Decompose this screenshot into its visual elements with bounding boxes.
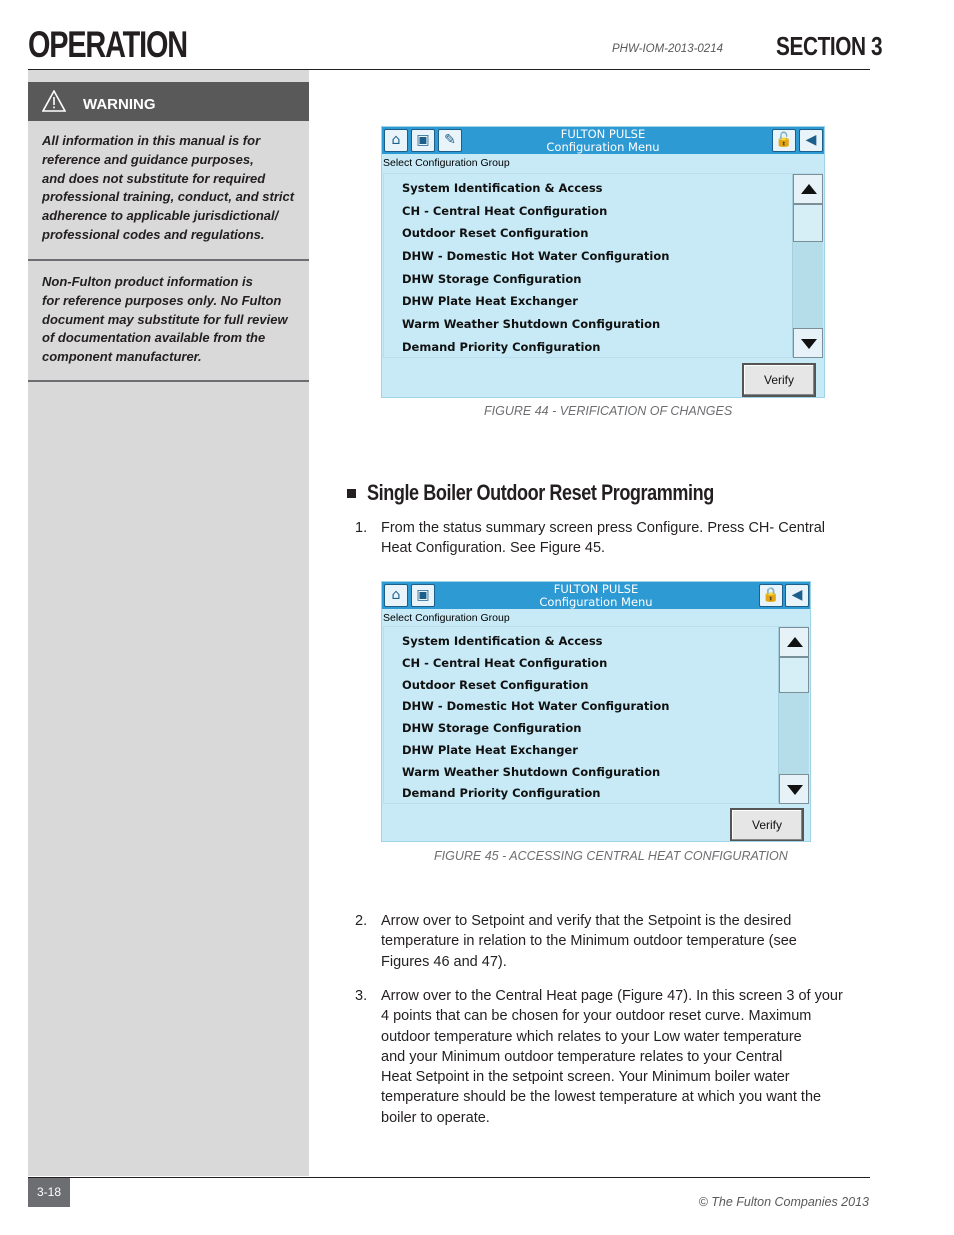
section-subheading: Single Boiler Outdoor Reset Programming: [367, 480, 714, 505]
section-label: SECTION 3: [776, 31, 883, 61]
warning-banner: [28, 82, 309, 121]
lock-icon[interactable]: 🔒: [759, 584, 783, 607]
list-item[interactable]: DHW Plate Heat Exchanger: [402, 294, 578, 308]
list-item[interactable]: Outdoor Reset Configuration: [402, 226, 589, 240]
figure-titlebar: [382, 127, 824, 154]
arrow-up-icon: [801, 184, 817, 194]
footer-divider: [28, 1177, 870, 1178]
scroll-thumb[interactable]: [779, 657, 809, 693]
step-1-text: From the status summary screen press Configure. Press CH- Central Heat Configuration. See Figure 45.: [381, 520, 825, 557]
status-icon[interactable]: ▣: [411, 584, 435, 607]
page-number: 3-18: [28, 1178, 70, 1207]
group-label: Select Configuration Group: [383, 157, 510, 169]
list-item[interactable]: CH - Central Heat Configuration: [402, 656, 608, 670]
scroll-up-button[interactable]: [793, 174, 823, 204]
list-item[interactable]: Warm Weather Shutdown Configuration: [402, 765, 661, 779]
figure-titlebar: [382, 582, 810, 609]
warning-notice-text: All information in this manual is for reference and guidance purposes, and does not substitute for required professional training, conduct, and strict adherence to applicable jurisdictional/ professional codes and regulations.: [42, 133, 295, 242]
step-number: 3.: [355, 988, 368, 1004]
sidebar-divider: [28, 380, 309, 382]
group-label: Select Configuration Group: [383, 612, 510, 624]
config-group-list[interactable]: [383, 626, 809, 804]
list-item[interactable]: DHW Plate Heat Exchanger: [402, 743, 578, 757]
list-item[interactable]: Demand Priority Configuration: [402, 340, 601, 354]
list-item[interactable]: System Identification & Access: [402, 181, 603, 195]
document-id: PHW-IOM-2013-0214: [612, 43, 723, 55]
home-icon[interactable]: ⌂: [384, 584, 408, 607]
figure-45-screenshot: [381, 581, 811, 842]
scroll-down-button[interactable]: [793, 328, 823, 358]
list-item[interactable]: Warm Weather Shutdown Configuration: [402, 317, 661, 331]
list-item[interactable]: DHW - Domestic Hot Water Configuration: [402, 699, 670, 713]
config-group-list[interactable]: [383, 173, 823, 358]
home-icon[interactable]: ⌂: [384, 129, 408, 152]
verify-button[interactable]: Verify: [742, 363, 816, 397]
arrow-up-icon: [787, 637, 803, 647]
arrow-down-icon: [787, 785, 803, 795]
product-notice-text: Non-Fulton product information is for reference purposes only. No Fulton document may substitute for full review of documentation available from the component manufacturer.: [42, 274, 288, 365]
unlock-icon[interactable]: 🔓: [772, 129, 796, 152]
sidebar-divider: [28, 259, 309, 261]
scroll-up-button[interactable]: [779, 627, 809, 657]
status-icon[interactable]: ▣: [411, 129, 435, 152]
scrollbar[interactable]: [792, 174, 822, 357]
figure-44-caption: FIGURE 44 - VERIFICATION OF CHANGES: [484, 404, 733, 418]
step-number: 1.: [355, 520, 368, 536]
page-title: OPERATION: [28, 24, 187, 65]
back-icon[interactable]: ◀: [785, 584, 809, 607]
list-item[interactable]: Outdoor Reset Configuration: [402, 678, 589, 692]
figure-45-caption: FIGURE 45 - ACCESSING CENTRAL HEAT CONFIGURATION: [434, 849, 788, 863]
list-item[interactable]: DHW - Domestic Hot Water Configuration: [402, 249, 670, 263]
step-2-text: Arrow over to Setpoint and verify that the Setpoint is the desired temperature in relation to the Minimum outdoor temperature (see Figures 46 and 47).: [381, 913, 797, 970]
scrollbar[interactable]: [778, 627, 808, 803]
verify-button[interactable]: Verify: [730, 808, 804, 842]
back-icon[interactable]: ◀: [799, 129, 823, 152]
warning-label: WARNING: [83, 96, 156, 113]
app-title: FULTON PULSE Configuration Menu: [539, 582, 653, 609]
step-number: 2.: [355, 913, 368, 929]
scroll-down-button[interactable]: [779, 774, 809, 804]
copyright: © The Fulton Companies 2013: [698, 1195, 869, 1209]
list-item[interactable]: DHW Storage Configuration: [402, 272, 582, 286]
square-bullet-icon: [347, 489, 356, 498]
app-title: FULTON PULSE Configuration Menu: [546, 127, 660, 154]
list-item[interactable]: CH - Central Heat Configuration: [402, 204, 608, 218]
list-item[interactable]: DHW Storage Configuration: [402, 721, 582, 735]
figure-44-screenshot: [381, 126, 825, 398]
warning-triangle-icon: [42, 90, 66, 112]
configure-icon[interactable]: ✎: [438, 129, 462, 152]
step-3-text: Arrow over to the Central Heat page (Figure 47). In this screen 3 of your 4 points that can be chosen for your outdoor reset curve. Maximum outdoor temperature which relates to your Low water temperature and your Minimum outdoor temperature relates to your Central Heat Setpoint in the setpoint screen. Your Minimum boiler water temperature should be the lowest temperature at which you want the boiler to operate.: [381, 988, 843, 1126]
scroll-thumb[interactable]: [793, 204, 823, 242]
list-item[interactable]: Demand Priority Configuration: [402, 786, 601, 800]
arrow-down-icon: [801, 339, 817, 349]
list-item[interactable]: System Identification & Access: [402, 634, 603, 648]
